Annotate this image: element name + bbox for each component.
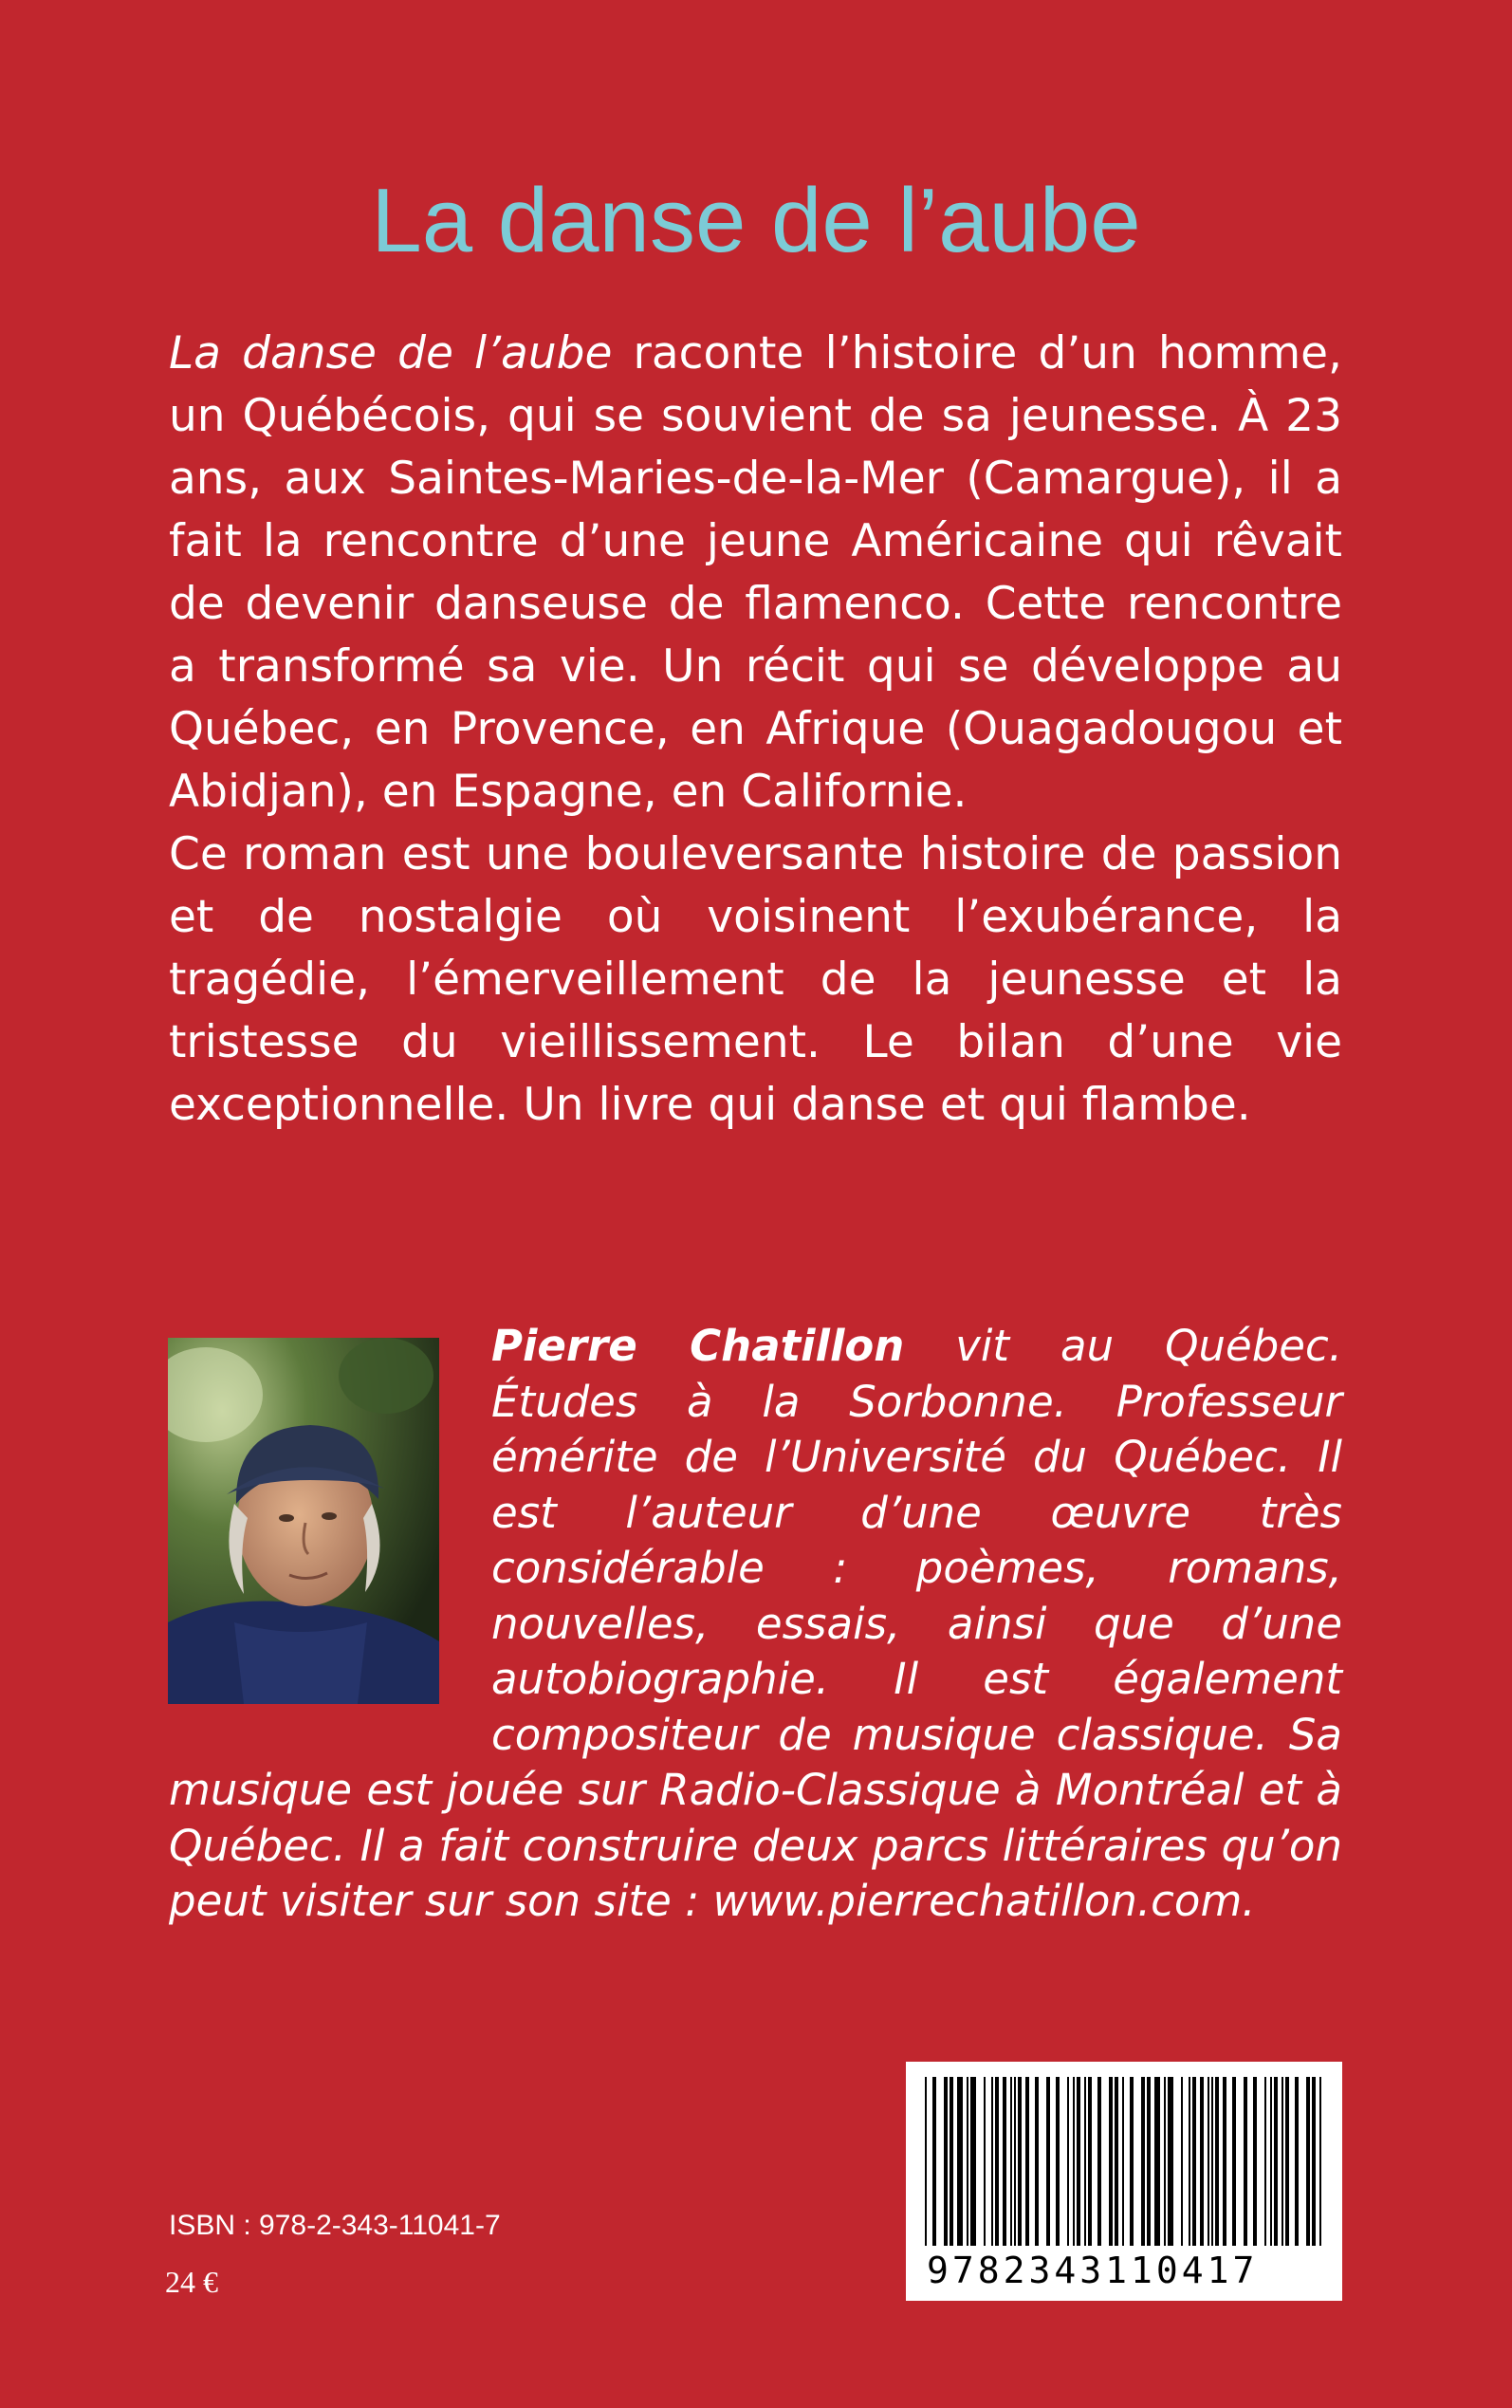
barcode-bar (1264, 2077, 1266, 2246)
barcode-bar (944, 2077, 948, 2246)
barcode-bar (1088, 2077, 1092, 2246)
author-bio (169, 1319, 1342, 1930)
summary-text-1: raconte l’histoire d’un homme, un Québécois, qui se souvient de sa jeunesse. À 23 ans, aux Saintes-Maries-de-la-Mer (Camargue), il a fait la rencontre d’une jeune Américaine qui rêvait de devenir danseuse de flamenco. Cette rencontre a transformé sa vie. Un récit qui se développe au Québec, en Provence, en Afrique (Ouagadougou et Abidjan), en Espagne, en Californie. (169, 327, 1342, 818)
barcode-bar (1097, 2077, 1101, 2246)
barcode-bar (1200, 2077, 1204, 2246)
barcode-bar (932, 2077, 936, 2246)
photo-spacer (169, 1319, 491, 1708)
barcode-digits: 9782343110417 (927, 2250, 1259, 2291)
summary-paragraph-2: Ce roman est une bouleversante histoire de passion et de nostalgie où voisinent l’exubérance, la tragédie, l’émerveillement de la jeunesse et la tristesse du vieillissement. Le bilan d’une vie exceptionnelle. Un livre qui danse et qui flambe. (169, 828, 1342, 1131)
barcode-bar (1192, 2077, 1196, 2246)
barcode (906, 2062, 1342, 2301)
book-summary (169, 323, 1342, 1137)
barcode-bar (1141, 2077, 1145, 2246)
barcode-bars (923, 2077, 1325, 2248)
barcode-bar (1056, 2077, 1060, 2246)
author-name: Pierre Chatillon (491, 1321, 905, 1371)
barcode-bar (1208, 2077, 1209, 2246)
barcode-bar (967, 2077, 968, 2246)
barcode-bar (925, 2077, 927, 2246)
barcode-bar (1274, 2077, 1278, 2246)
barcode-bar (1109, 2077, 1113, 2246)
barcode-bar (1115, 2077, 1118, 2246)
barcode-bar (1253, 2077, 1257, 2246)
barcode-bar (1244, 2077, 1247, 2246)
barcode-bar (1168, 2077, 1173, 2246)
barcode-bar (1295, 2077, 1299, 2246)
barcode-bar (1122, 2077, 1124, 2246)
barcode-bar (1073, 2077, 1075, 2246)
barcode-bar (1189, 2077, 1190, 2246)
barcode-bar (1130, 2077, 1134, 2246)
barcode-bar (1312, 2077, 1316, 2246)
barcode-bar (1232, 2077, 1236, 2246)
summary-title-italic: La danse de l’aube (169, 327, 613, 380)
barcode-bar (1282, 2077, 1283, 2246)
barcode-bar (1010, 2077, 1012, 2246)
barcode-bar (950, 2077, 953, 2246)
barcode-bar (1211, 2077, 1213, 2246)
barcode-bar (1319, 2077, 1321, 2246)
barcode-bar (1215, 2077, 1219, 2246)
barcode-bar (1014, 2077, 1016, 2246)
barcode-bar (1147, 2077, 1151, 2246)
barcode-bar (1285, 2077, 1289, 2246)
barcode-bar (1025, 2077, 1029, 2246)
barcode-bar (1003, 2077, 1006, 2246)
barcode-bar (991, 2077, 993, 2246)
summary-paragraph-1 (169, 323, 1342, 824)
barcode-bar (1154, 2077, 1160, 2246)
isbn-label: ISBN : 978-2-343-11041-7 (169, 2210, 501, 2241)
barcode-bar (1046, 2077, 1050, 2246)
barcode-bar (1306, 2077, 1310, 2246)
barcode-bar (1164, 2077, 1166, 2246)
barcode-bar (1084, 2077, 1086, 2246)
barcode-bar (1223, 2077, 1226, 2246)
barcode-bar (1035, 2077, 1039, 2246)
barcode-bar (1018, 2077, 1022, 2246)
barcode-bar (984, 2077, 986, 2246)
author-bio-text: vit au Québec. Études à la Sorbonne. Professeur émérite de l’Université du Québec. Il est l’auteur d’une œuvre très considérable : poèmes, romans, nouvelles, essais, ainsi que d’une autobiographie. Il est également compositeur de musique classique. Sa musique est jouée sur Radio-Classique à Montréal et à Québec. Il a fait construire deux parcs littéraires qu’on peut visiter sur son site : www.pierrechatillon.com. (169, 1321, 1342, 1926)
barcode-bar (1270, 2077, 1272, 2246)
barcode-bar (995, 2077, 999, 2246)
barcode-bar (970, 2077, 976, 2246)
barcode-bar (957, 2077, 963, 2246)
barcode-bar (1067, 2077, 1069, 2246)
price-label: 24 € (165, 2265, 218, 2299)
book-title: La danse de l’aube (371, 170, 1141, 271)
barcode-bar (1181, 2077, 1183, 2246)
barcode-bar (1077, 2077, 1080, 2246)
